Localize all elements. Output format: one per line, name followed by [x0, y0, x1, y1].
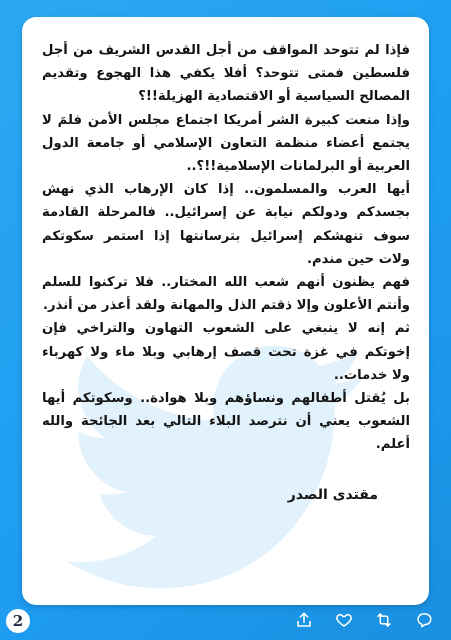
paragraph-1: فإذا لم تتوحد المواقف من أجل القدس الشريف من أجل فلسطين فمتى تتوحد؟ أفلا يكفي هذا الهجوع وتقديم المصالح السياسية أو الاقتصادية الهزيلة!!؟	[42, 43, 410, 105]
like-icon[interactable]	[335, 611, 353, 629]
reply-icon[interactable]	[415, 611, 433, 629]
paragraph-3: أيها العرب والمسلمون.. إذا كان الإرهاب الذي نهش بجسدكم ودولكم نيابة عن إسرائيل.. فالمرحلة القادمة سوف تنهشكم إسرائيل بترسانتها إذا استمر سكوتكم ولات حين مندم.	[42, 182, 410, 267]
paragraph-5: ثم إنه لا ينبغي على الشعوب التهاون والتراخي فإن إخوتكم في غزة تحت قصف إرهابي وبلا ماء ولا كهرباء ولا خدمات..	[42, 321, 410, 383]
paragraph-4: فهم يظنون أنهم شعب الله المختار.. فلا تركنوا للسلم وأنتم الأعلون وإلا ذقتم الذل والمهانة ولقد أعذر من أنذر.	[42, 275, 410, 314]
paragraph-6: بل يُقتل أطفالهم ونساؤهم وبلا هوادة.. وسكوتكم أيها الشعوب يعني أن نترصد البلاء التالي بعد الجائحة والله أعلم.	[42, 391, 410, 453]
share-icon[interactable]	[295, 611, 313, 629]
page-number-badge: 2	[6, 609, 30, 633]
tweet-card	[22, 17, 429, 605]
retweet-icon[interactable]	[375, 611, 393, 629]
paragraph-2: وإذا منعت كبيرة الشر أمريكا اجتماع مجلس الأمن فلمَ لا يجتمع أعضاء منظمة التعاون الإسلامي أو جامعة الدول العربية أو البرلمانات الإسلامية!!؟..	[42, 112, 410, 175]
footer-bar	[0, 605, 451, 640]
action-bar	[295, 611, 433, 629]
article-body	[42, 39, 410, 457]
signature: مقتدى الصدر	[287, 487, 378, 503]
